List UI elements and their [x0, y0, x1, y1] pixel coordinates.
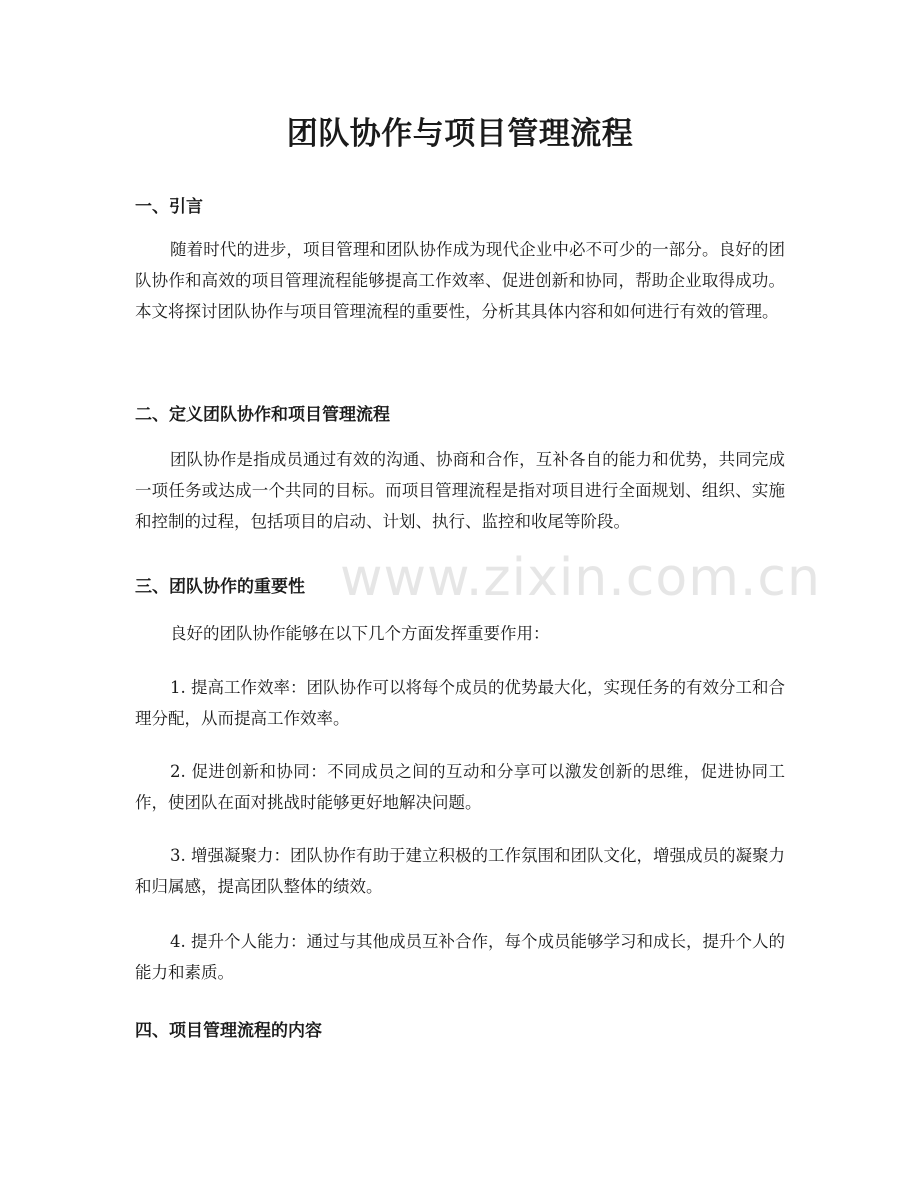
list-item: 3. 增强凝聚力：团队协作有助于建立积极的工作氛围和团队文化，增强成员的凝聚力和归属感，提高团队整体的绩效。 — [135, 846, 785, 896]
section-heading-content: 四、项目管理流程的内容 — [135, 1021, 322, 1041]
paragraph-intro: 随着时代的进步，项目管理和团队协作成为现代企业中必不可少的一部分。良好的团队协作和高效的项目管理流程能够提高工作效率、促进创新和协同，帮助企业取得成功。本文将探讨团队协作与项目管理流程的重要性，分析其具体内容和如何进行有效的管理。 — [135, 240, 785, 321]
section-heading-intro: 一、引言 — [135, 197, 203, 217]
watermark: www.zixin.com.cn — [340, 548, 821, 608]
section-heading-definition: 二、定义团队协作和项目管理流程 — [135, 405, 390, 425]
paragraph-importance-lead: 良好的团队协作能够在以下几个方面发挥重要作用： — [170, 624, 550, 643]
paragraph-definition: 团队协作是指成员通过有效的沟通、协商和合作，互补各自的能力和优势，共同完成一项任务或达成一个共同的目标。而项目管理流程是指对项目进行全面规划、组织、实施和控制的过程，包括项目的启动、计划、执行、监控和收尾等阶段。 — [135, 450, 785, 531]
document-title: 团队协作与项目管理流程 — [286, 116, 634, 152]
section-heading-importance: 三、团队协作的重要性 — [135, 577, 305, 597]
list-item: 1. 提高工作效率：团队协作可以将每个成员的优势最大化，实现任务的有效分工和合理分配，从而提高工作效率。 — [135, 678, 785, 728]
list-item: 2. 促进创新和协同：不同成员之间的互动和分享可以激发创新的思维，促进协同工作，使团队在面对挑战时能够更好地解决问题。 — [135, 762, 785, 812]
list-item: 4. 提升个人能力：通过与其他成员互补合作，每个成员能够学习和成长，提升个人的能力和素质。 — [135, 932, 785, 982]
